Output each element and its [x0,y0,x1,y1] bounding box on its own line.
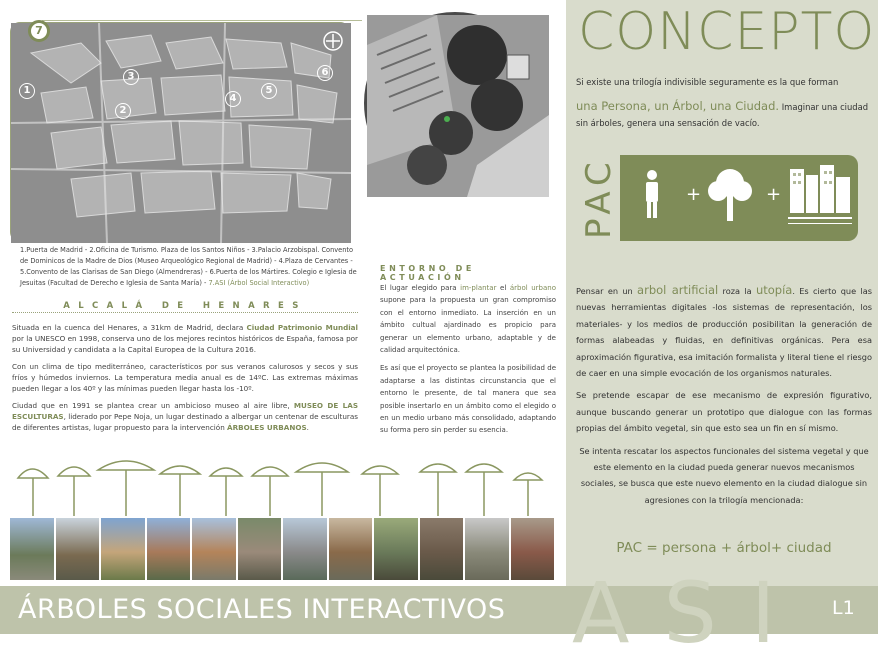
paragraph: Con un clima de tipo mediterráneo, característicos por sus veranos calurosos y secos y sus fríos y húmedos inviernos. La temperatura media anual es de 14ºC. Las extremas máximas pueden llegar a los 40º y las mínimas pueden llegar hasta los -10º. [12,362,358,393]
section-title-entorno: ENTORNO DE ACTUACIÓN [380,264,475,282]
map-marker-6[interactable]: 6 [317,65,333,81]
caption-text: 1.Puerta de Madrid - 2.Oficina de Turismo. Plaza de los Santos Niños - 3.Palacio Arzobispal. Convento de Dominicos de la Madre de Dios (Museo Arqueológico Regional de Madrid) - 4.Plaza de Cervantes - 5.Convento de las Clarisas de San Diego (Almendreras) - 6.Puerta de los Mártires. Colegio e Iglesia de Jesuitas (Facultad de Derecho e Iglesia de Santa María) - [20,246,357,287]
map-marker-3[interactable]: 3 [123,69,139,85]
aerial-photo [364,12,546,194]
footer-title: ÁRBOLES SOCIALES INTERACTIVOS [18,594,506,625]
divider [42,20,362,21]
highlight: MUSEO DE LAS ESCULTURAS [12,401,358,421]
pac-icons [620,155,858,241]
highlight: una Persona, un Árbol, una Ciudad. [576,99,780,113]
paragraph: Es así que el proyecto se plantea la posibilidad de adaptarse a las distintas circunstancia que el entorno le presente, de tal manera que sea posible insertarlo en un ámbito como el elegido o en un medio urbano más consolidado, adaptando su forma pero sin perder su esencia. [380,364,556,435]
footer-bar [0,564,878,662]
caption-highlight: 7.ASI (Árbol Social Interactivo) [208,279,310,287]
map-marker-2[interactable]: 2 [115,103,131,119]
paragraph: Situada en la cuenca del Henares, a 31km de Madrid, declara Ciudad Patrimonio Mundial por la UNESCO en 1998, conserva uno de los mejores recintos históricos de España, famosa por su Universidad y candidata a la Capital Europea de la Cultura 2016. [12,323,358,354]
map-marker-7[interactable]: 7 [28,20,50,42]
photo [420,518,464,580]
pac-formula: PAC = persona + árbol+ ciudad [616,540,832,556]
photo [147,518,191,580]
paragraph: Se intenta rescatar los aspectos funcionales del sistema vegetal y que este elemento en la ciudad pueda generar nuevos mecanismos sociales, se busca que este nuevo elemento en la ciudad dialogue sin agresiones con la trilogía mencionada: [579,445,869,505]
photo [238,518,282,580]
alcala-text [12,322,358,439]
photo [10,518,54,580]
tree-icon [58,467,90,516]
page-title: CONCEPTO [578,2,876,62]
tree-icon [514,473,542,516]
tree-icon [420,464,456,516]
paragraph: Se pretende escapar de ese mecanismo de expresión figurativo, aunque buscando generar un prototipo que dialogue con las formas propias del ámbito vegetal, sin que esto sea un fin en sí mismo. [576,390,872,434]
photo [465,518,509,580]
photo [192,518,236,580]
highlight: im-plantar [460,284,497,292]
map-marker-5[interactable]: 5 [261,83,277,99]
aerial-drawing [367,15,549,197]
city-icon [788,165,852,224]
concept-text [576,282,872,514]
photo [374,518,418,580]
person-icon [646,170,658,218]
plus-sign: + [686,184,702,205]
highlight: ÁRBOLES URBANOS [227,423,307,432]
concept-panel [566,0,878,586]
paragraph: Pensar en un arbol artificial roza la utopía. Es cierto que las nuevas herramientas digitales -los sistemas de representación, los materiales- y los medios de producción posibilitan la generación de formas alabeadas y fluidas, en definitivas orgánicas. Pera esa aproximación figurativa, esa imitación formalista y literal tiene el riesgo de caer en una simple evocación de los organismos naturales. [576,283,872,379]
pac-vertical-label: PAC [579,156,619,240]
footer-asi: ASI [572,564,810,662]
section-title-alcala: ALCALÁ DE HENARES [63,301,307,311]
tree-icon [160,466,200,516]
tree-silhouettes [10,454,550,520]
photo-strip [10,518,554,580]
tree-icon [98,461,154,516]
tree-icon [210,468,242,516]
photo [329,518,373,580]
tree-icon [252,467,288,516]
tree-icon [296,463,348,516]
map-drawing [11,23,351,243]
dotted-divider [12,312,358,313]
sheet-number: L1 [832,597,855,619]
paragraph: Si existe una trilogía indivisible seguramente es la que forman [576,77,839,87]
plus-sign: + [766,184,782,205]
map-marker-4[interactable]: 4 [225,91,241,107]
city-map [10,22,350,242]
pac-diagram [620,155,858,241]
highlight: arbol artificial [637,283,719,297]
paragraph: El lugar elegido para im-plantar el árbol urbano supone para la propuesta un gran compromiso con el entorno inmediato. La inserción en un ámbito cultual ajardinado es propicio para generar un elemento urbano, adaptable y de calidad arquitectónica. [380,284,556,355]
highlight: utopía [755,283,793,297]
tree-icon [708,169,752,221]
map-marker-1[interactable]: 1 [19,83,35,99]
tree-icon [18,469,48,516]
tree-icon [466,464,502,516]
entorno-text [380,282,556,443]
map-caption [20,245,360,289]
paragraph: Ciudad que en 1991 se plantea crear un ambicioso museo al aire libre, MUSEO DE LAS ESCULTURAS, liderado por Pepe Noja, un lugar destinado a albergar un centenar de esculturas de diferentes artistas, lugar propuesto para la intervención ÁRBOLES URBANOS. [12,401,358,432]
highlight: Ciudad Patrimonio Mundial [246,323,358,332]
photo [56,518,100,580]
photo [101,518,145,580]
tree-icon [362,466,398,516]
concept-intro [576,74,870,131]
paragraph: una Persona, un Árbol, una Ciudad. Imaginar una ciudad sin árboles, genera una sensación de vacío. [576,99,869,128]
photo [283,518,327,580]
photo [511,518,555,580]
highlight: árbol urbano [509,284,556,292]
